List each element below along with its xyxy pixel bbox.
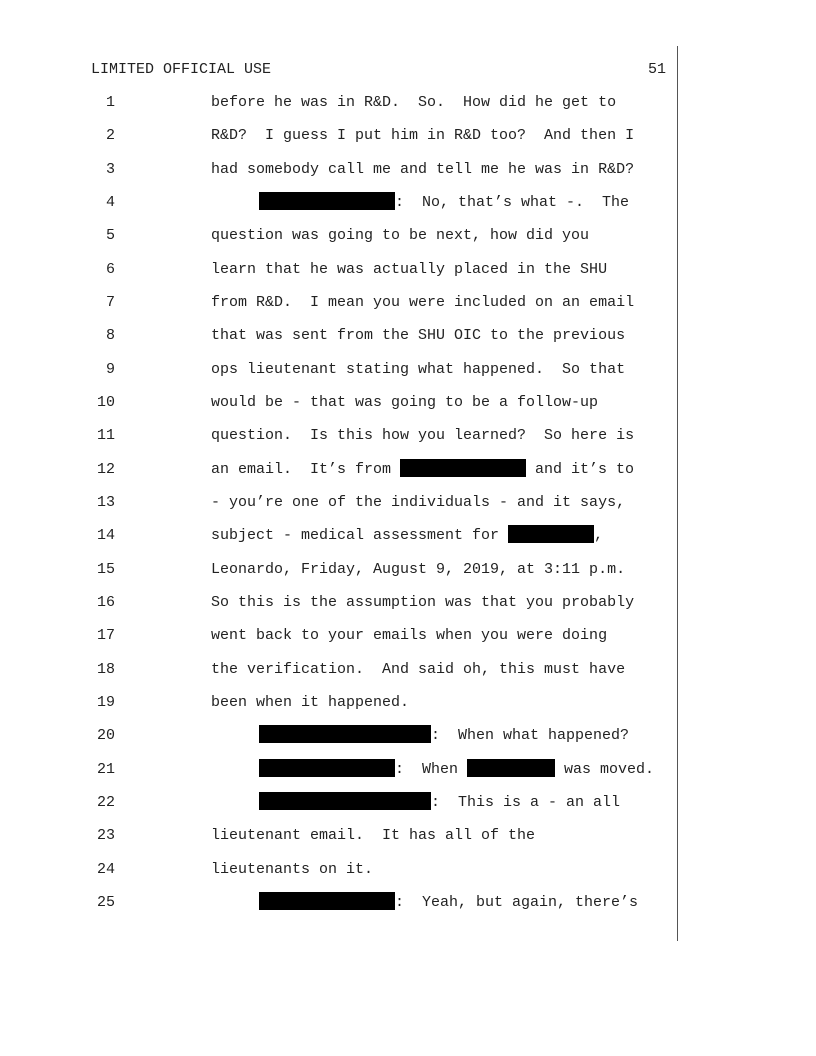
transcript-line — [0, 259, 816, 281]
line-text: ops lieutenant stating what happened. So that — [211, 361, 626, 378]
line-text — [211, 725, 671, 747]
line-text: R&D? I guess I put him in R&D too? And then I — [211, 127, 635, 144]
line-text: question was going to be next, how did you — [211, 227, 590, 244]
transcript-line — [0, 859, 816, 881]
line-text — [211, 525, 671, 547]
line-number: 10 — [96, 394, 115, 411]
transcript-line — [0, 892, 816, 914]
transcript-line — [0, 292, 816, 314]
transcript-line — [0, 325, 816, 347]
line-text — [211, 792, 671, 814]
classification-header: LIMITED OFFICIAL USE — [91, 61, 272, 78]
transcript-line — [0, 359, 816, 381]
line-text: Leonardo, Friday, August 9, 2019, at 3:11 p.m. — [211, 561, 626, 578]
text-segment: was moved. — [555, 761, 655, 778]
line-number: 5 — [105, 227, 115, 244]
redaction-box — [508, 525, 594, 543]
line-text: that was sent from the SHU OIC to the previous — [211, 327, 626, 344]
line-number: 8 — [105, 327, 115, 344]
line-number: 18 — [96, 661, 115, 678]
line-text: So this is the assumption was that you probably — [211, 594, 635, 611]
text-segment: an email. It’s from — [211, 461, 401, 478]
line-number: 14 — [96, 527, 115, 544]
transcript-line — [0, 425, 816, 447]
line-text: before he was in R&D. So. How did he get to — [211, 94, 617, 111]
transcript-line — [0, 625, 816, 647]
transcript-line — [0, 725, 816, 747]
redaction-box — [259, 759, 395, 777]
line-number: 9 — [105, 361, 115, 378]
line-number: 22 — [96, 794, 115, 811]
redaction-box — [259, 792, 431, 810]
transcript-line — [0, 559, 816, 581]
line-text — [211, 192, 671, 214]
line-text: had somebody call me and tell me he was in R&D? — [211, 161, 635, 178]
transcript-line — [0, 825, 816, 847]
line-text: the verification. And said oh, this must have — [211, 661, 626, 678]
line-number: 16 — [96, 594, 115, 611]
redaction-box — [259, 892, 395, 910]
transcript-line — [0, 159, 816, 181]
transcript-line — [0, 525, 816, 547]
line-text: question. Is this how you learned? So here is — [211, 427, 635, 444]
line-text — [211, 759, 671, 781]
text-segment: subject - medical assessment for — [211, 527, 509, 544]
line-number: 7 — [105, 294, 115, 311]
transcript-line — [0, 659, 816, 681]
transcript-line — [0, 692, 816, 714]
speaker-text: : This is a - an all — [431, 794, 621, 811]
transcript-line — [0, 392, 816, 414]
transcript-line — [0, 459, 816, 481]
transcript-line — [0, 592, 816, 614]
line-number: 2 — [105, 127, 115, 144]
line-text: - you’re one of the individuals - and it says, — [211, 494, 626, 511]
line-number: 24 — [96, 861, 115, 878]
transcript-line — [0, 225, 816, 247]
line-number: 17 — [96, 627, 115, 644]
redaction-box — [467, 759, 555, 777]
transcript-line — [0, 792, 816, 814]
line-text: been when it happened. — [211, 694, 410, 711]
line-number: 4 — [105, 194, 115, 211]
line-number: 23 — [96, 827, 115, 844]
line-text: went back to your emails when you were doing — [211, 627, 608, 644]
line-number: 11 — [96, 427, 115, 444]
redaction-box — [259, 192, 395, 210]
line-number: 25 — [96, 894, 115, 911]
line-number: 20 — [96, 727, 115, 744]
line-text: lieutenants on it. — [211, 861, 374, 878]
transcript-line — [0, 125, 816, 147]
line-number: 15 — [96, 561, 115, 578]
line-number: 12 — [96, 461, 115, 478]
transcript-line — [0, 192, 816, 214]
transcript-line — [0, 492, 816, 514]
text-segment: and it’s to — [526, 461, 635, 478]
line-text — [211, 459, 671, 481]
line-text: from R&D. I mean you were included on an email — [211, 294, 635, 311]
line-number: 21 — [96, 761, 115, 778]
redaction-box — [259, 725, 431, 743]
line-number: 19 — [96, 694, 115, 711]
line-text: learn that he was actually placed in the SHU — [211, 261, 608, 278]
text-segment: : When — [395, 761, 468, 778]
line-text: would be - that was going to be a follow-up — [211, 394, 599, 411]
text-segment: , — [594, 527, 604, 544]
speaker-text: : Yeah, but again, there’s — [395, 894, 639, 911]
line-number: 3 — [105, 161, 115, 178]
line-text — [211, 892, 671, 914]
speaker-text: : When what happened? — [431, 727, 630, 744]
line-text: lieutenant email. It has all of the — [211, 827, 536, 844]
transcript-line — [0, 759, 816, 781]
transcript-line — [0, 92, 816, 114]
line-number: 1 — [105, 94, 115, 111]
page-number: 51 — [647, 61, 666, 78]
line-number: 13 — [96, 494, 115, 511]
speaker-text: : No, that’s what -. The — [395, 194, 630, 211]
line-number: 6 — [105, 261, 115, 278]
redaction-box — [400, 459, 526, 477]
